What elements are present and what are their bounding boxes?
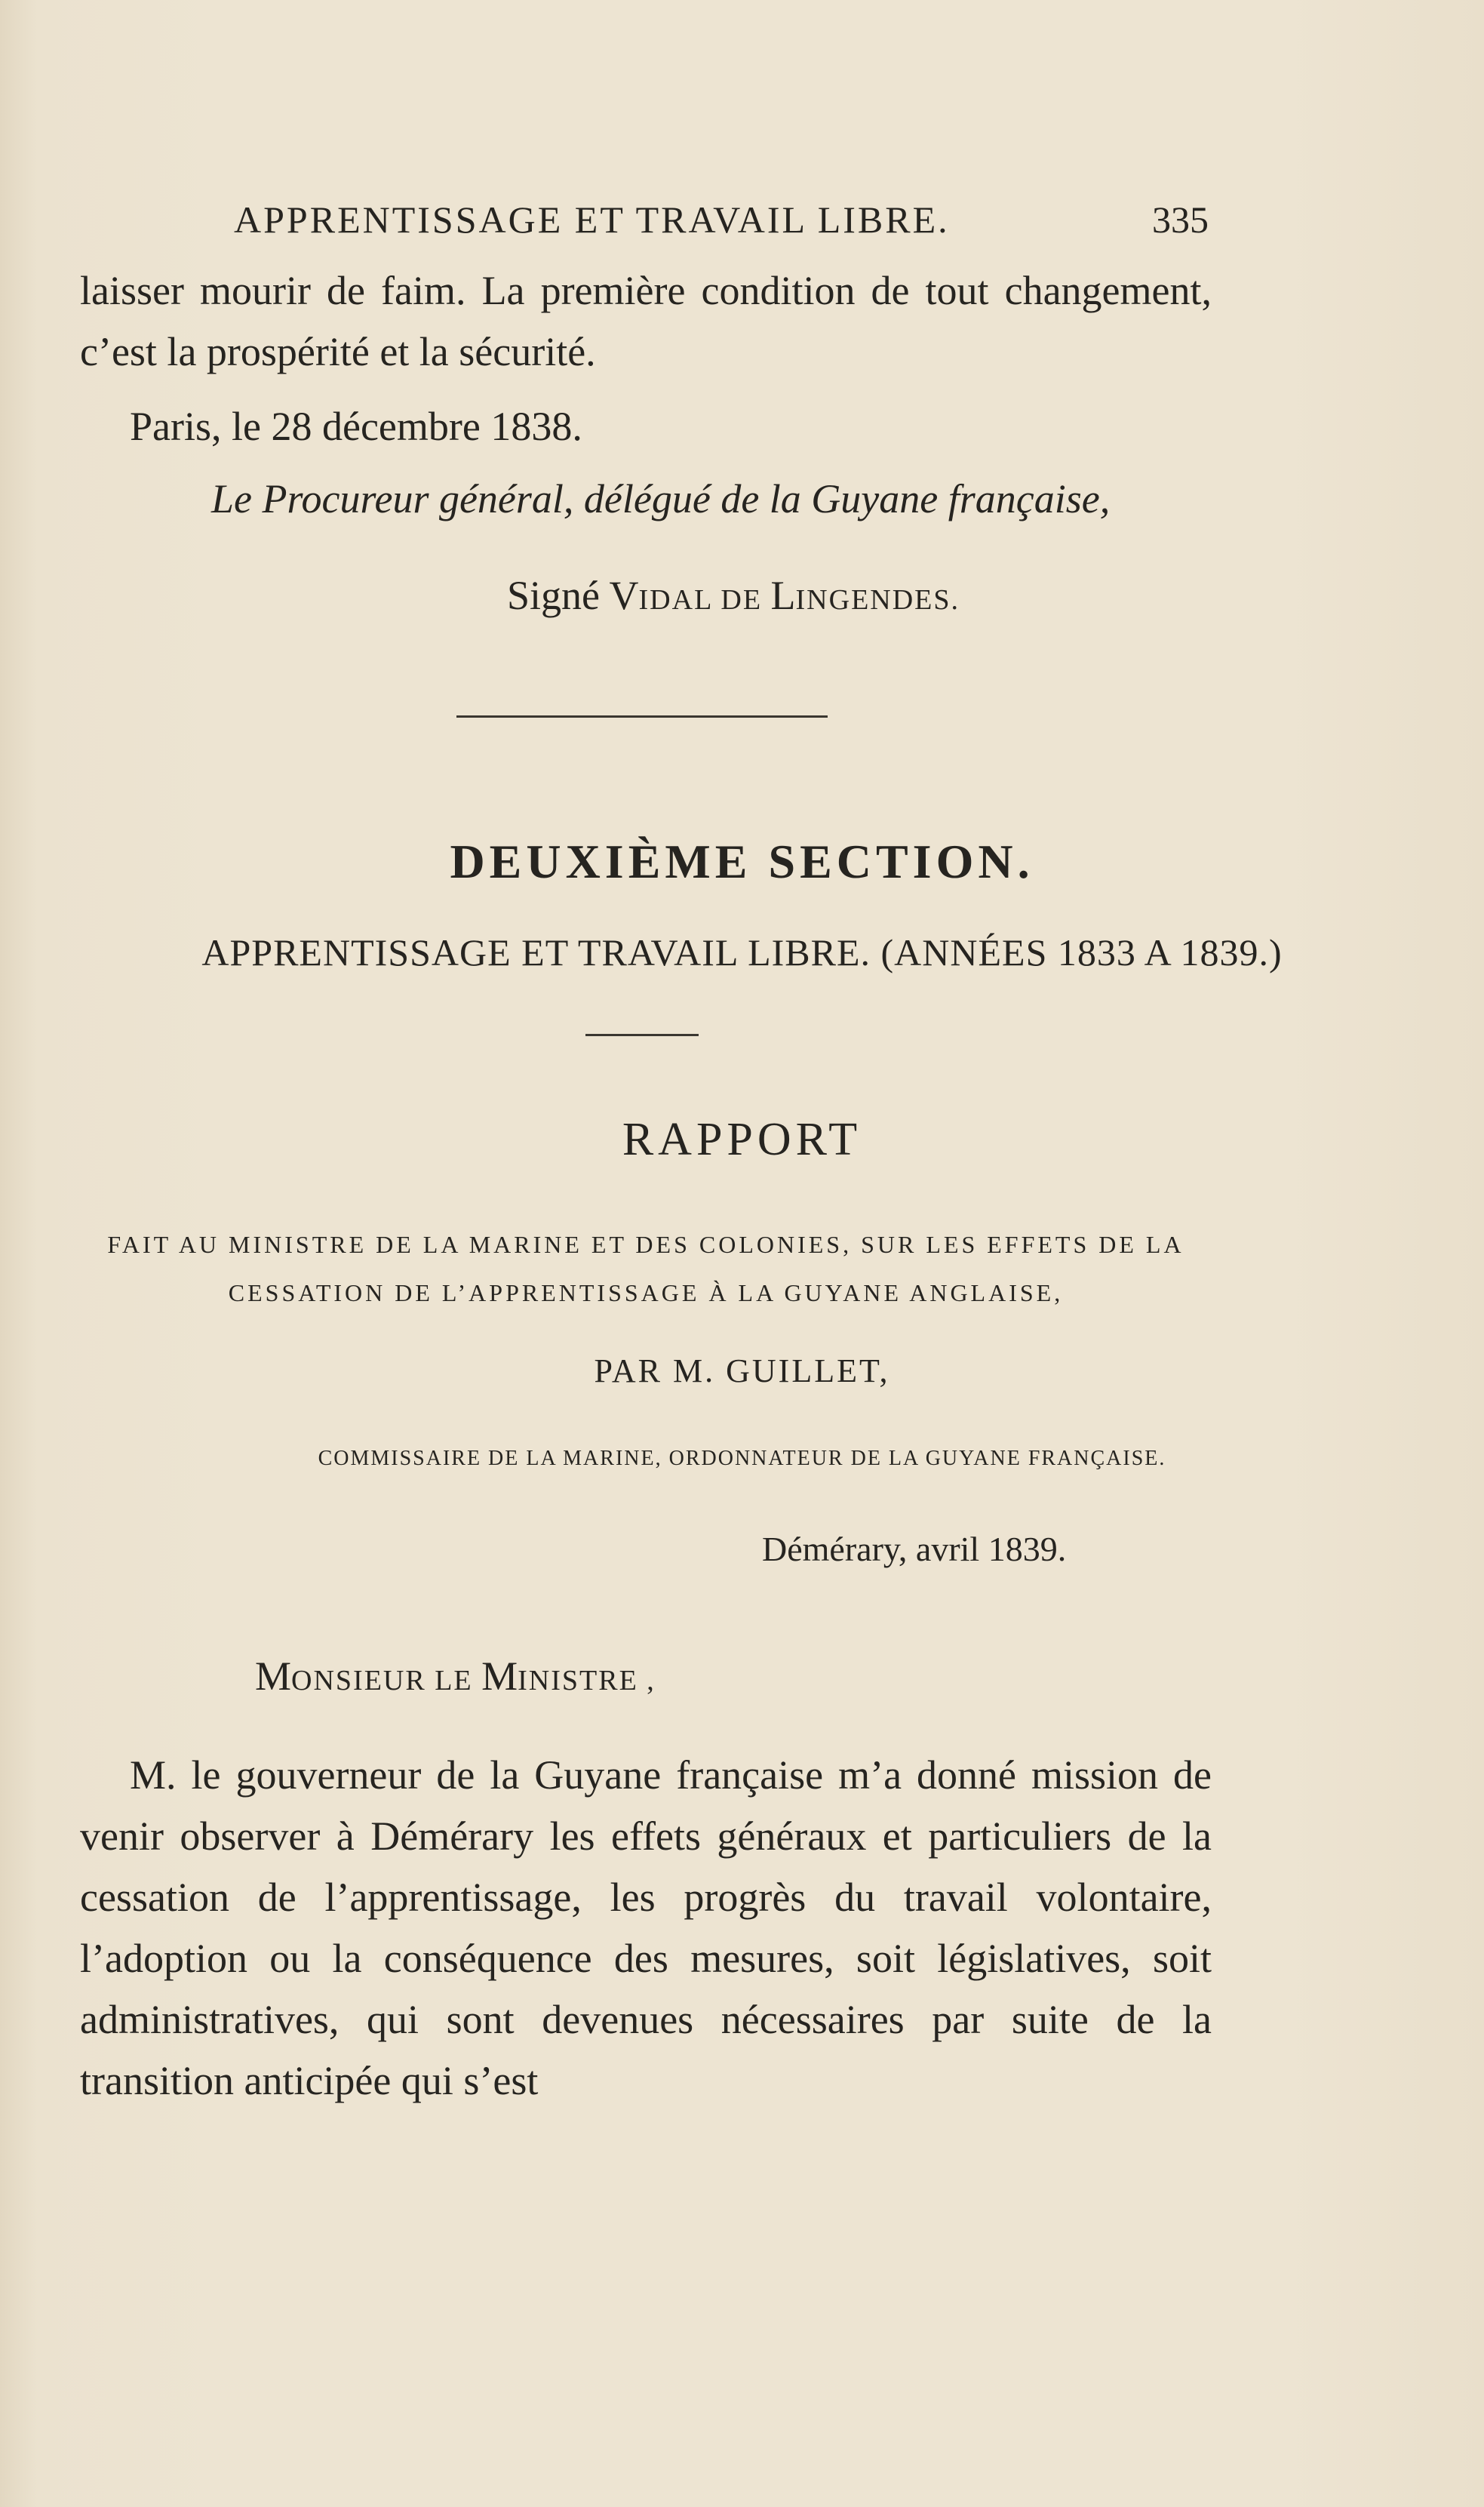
signature-name-part-1: IDAL DE bbox=[638, 584, 771, 616]
salutation-part-1: ONSIEUR LE bbox=[291, 1665, 482, 1696]
running-header bbox=[234, 198, 1209, 251]
salutation-initial-1: M bbox=[255, 1653, 292, 1699]
signature-line bbox=[507, 572, 960, 619]
dateline-block bbox=[80, 396, 1212, 457]
separator-rule-long bbox=[456, 715, 828, 718]
running-title: APPRENTISSAGE ET TRAVAIL LIBRE. bbox=[234, 198, 950, 241]
section-subtitle: APPRENTISSAGE ET TRAVAIL LIBRE. (ANNÉES 1833 A 1839.) bbox=[201, 931, 1283, 974]
report-author-role: COMMISSAIRE DE LA MARINE, ORDONNATEUR DE LA GUYANE FRANÇAISE. bbox=[318, 1447, 1166, 1470]
salutation-initial-2: M bbox=[481, 1653, 518, 1699]
salutation bbox=[255, 1653, 656, 1700]
report-place-date: Démérary, avril 1839. bbox=[762, 1530, 1067, 1568]
signature-name-part-2: INGENDES. bbox=[795, 584, 960, 616]
report-title: RAPPORT bbox=[622, 1114, 862, 1165]
opening-paragraph-block bbox=[80, 260, 1212, 383]
report-author: PAR M. GUILLET, bbox=[594, 1352, 890, 1389]
signatory-title: Le Procureur général, délégué de la Guyane française, bbox=[211, 476, 1111, 521]
opening-paragraph: laisser mourir de faim. La première condition de tout changement, c’est la prospérité et la sécurité. bbox=[80, 268, 1212, 374]
dateline: Paris, le 28 décembre 1838. bbox=[130, 404, 582, 449]
body-paragraph-block bbox=[80, 1745, 1212, 2112]
report-made-to: FAIT AU MINISTRE DE LA MARINE ET DES COLONIES, SUR LES EFFETS DE LA CESSATION DE L’APPRENTISSAGE À LA GUYANE ANGLAISE, bbox=[107, 1231, 1184, 1306]
signature-prefix: Signé V bbox=[507, 573, 639, 618]
salutation-part-2: INISTRE , bbox=[518, 1665, 656, 1696]
page-number: 335 bbox=[1152, 198, 1209, 241]
section-title: DEUXIÈME SECTION. bbox=[450, 835, 1034, 888]
signature-initial-2: L bbox=[770, 573, 796, 618]
separator-rule-short bbox=[585, 1034, 699, 1036]
body-paragraph: M. le gouverneur de la Guyane française m’a donné mission de venir observer à Démérary les effets généraux et particuliers de la cessation de l’apprentissage, les progrès du travail volontaire, l’adoption ou la conséquence des mesures, soit législatives, soit administratives, qui sont devenues nécessaires par suite de la transition anticipée qui s’est bbox=[80, 1752, 1212, 2103]
